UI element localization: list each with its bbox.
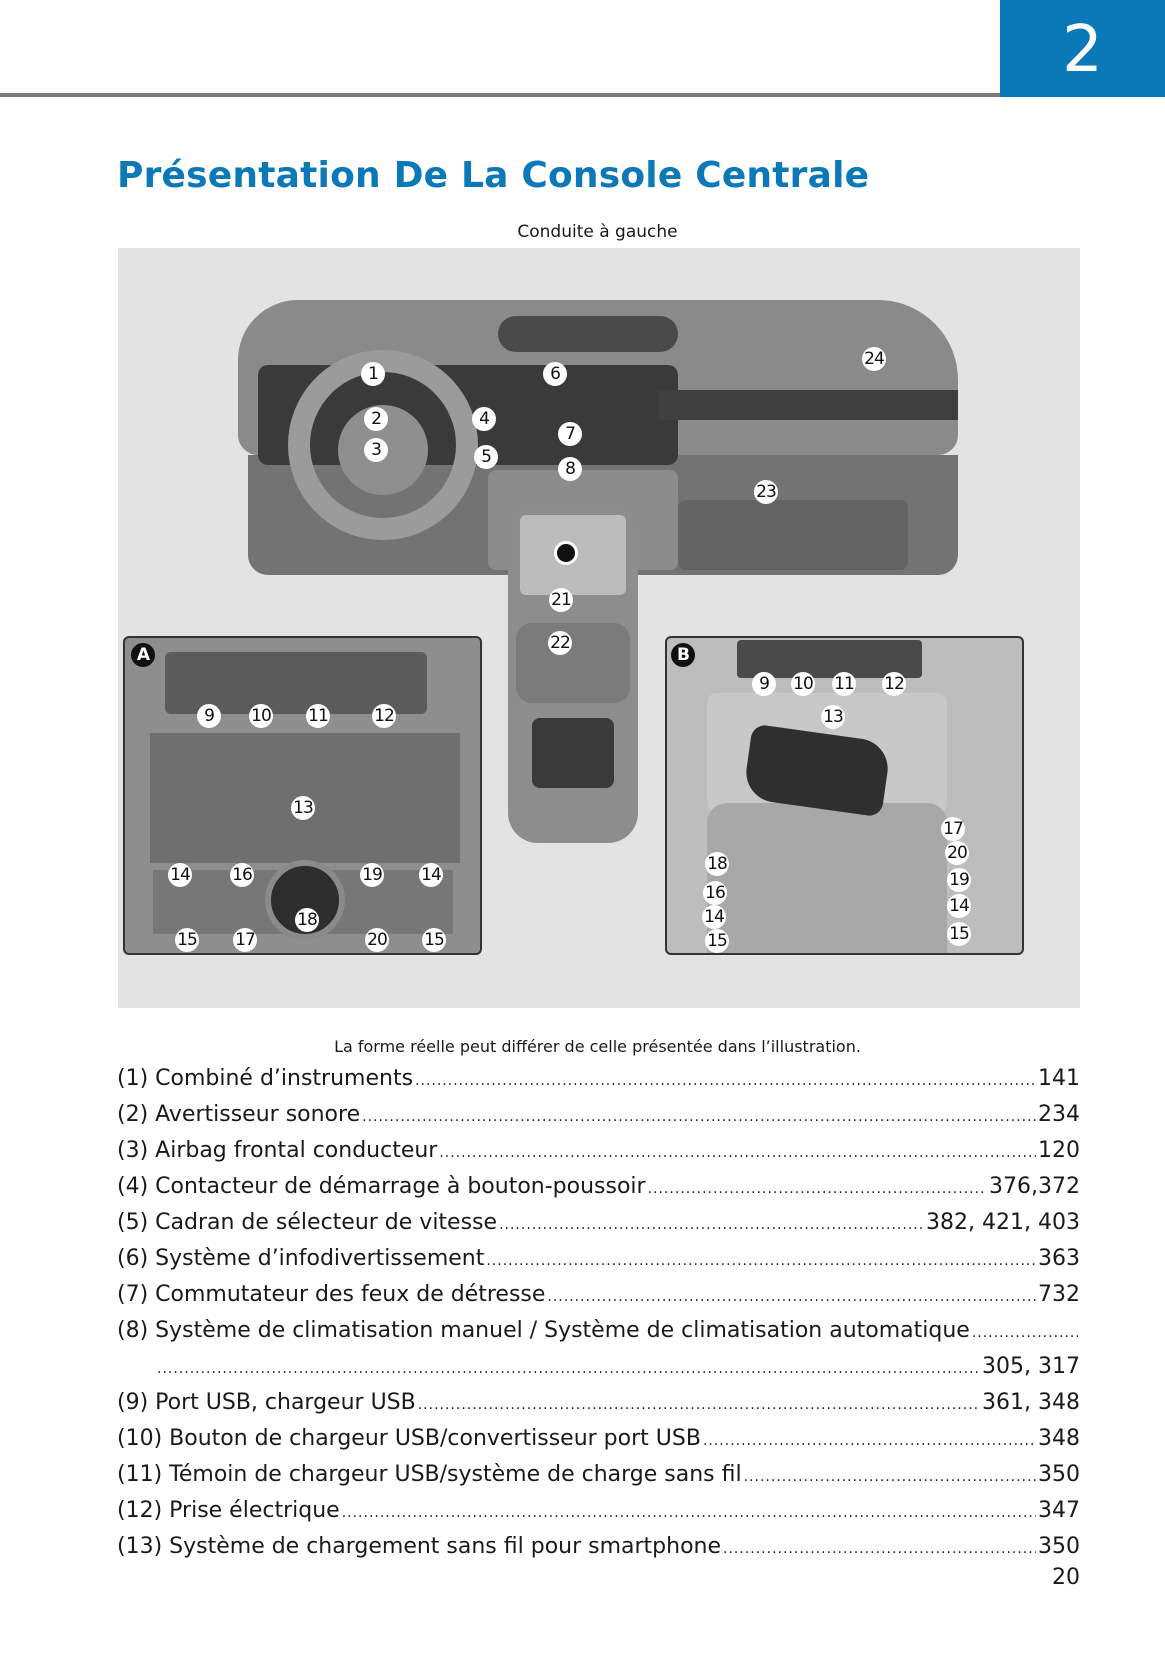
glovebox bbox=[678, 500, 908, 570]
page-number: 20 bbox=[1052, 1565, 1080, 1590]
defrost-slot bbox=[498, 316, 678, 352]
toc-row[interactable]: (7) Commutateur des feux de détresse ..... 732 bbox=[117, 1282, 1080, 1318]
toc-row[interactable]: (10) Bouton de chargeur USB/convertisseur port USB ..... 348 bbox=[117, 1426, 1080, 1462]
chapter-tab: 2 bbox=[1000, 0, 1165, 97]
rear-vent bbox=[532, 718, 614, 788]
console-illustration bbox=[118, 248, 1080, 1008]
callout-b-18: 18 bbox=[705, 852, 729, 876]
inset-a bbox=[123, 636, 482, 955]
toc-row[interactable]: (1) Combiné d’instruments ..... 141 bbox=[117, 1066, 1080, 1102]
callout-a-14: 14 bbox=[168, 863, 192, 887]
callout-3: 3 bbox=[364, 438, 388, 462]
callout-b-14: 14 bbox=[947, 894, 971, 918]
inset-b bbox=[665, 636, 1024, 955]
armrest bbox=[516, 623, 630, 703]
callout-b-17: 17 bbox=[941, 817, 965, 841]
callout-1: 1 bbox=[361, 362, 385, 386]
toc-row[interactable]: (8) Système de climatisation manuel / Système de climatisation automatique ..... bbox=[117, 1318, 1080, 1354]
callout-7: 7 bbox=[558, 422, 582, 446]
toc-row[interactable]: (3) Airbag frontal conducteur ..... 120 bbox=[117, 1138, 1080, 1174]
callout-24: 24 bbox=[862, 347, 886, 371]
toc-row[interactable]: (6) Système d’infodivertissement ..... 363 bbox=[117, 1246, 1080, 1282]
shifter-base bbox=[707, 803, 947, 953]
toc-row[interactable]: (12) Prise électrique ..... 347 bbox=[117, 1498, 1080, 1534]
callout-a-12: 12 bbox=[372, 704, 396, 728]
callout-a-15: 15 bbox=[175, 928, 199, 952]
toc-row[interactable]: (13) Système de chargement sans fil pour smartphone ..... 350 bbox=[117, 1534, 1080, 1570]
page-title: Présentation De La Console Centrale bbox=[117, 155, 870, 196]
callout-a-18: 18 bbox=[295, 908, 319, 932]
callout-a-14b: 14 bbox=[419, 863, 443, 887]
vent-strip bbox=[658, 390, 958, 420]
callout-b-10: 10 bbox=[791, 672, 815, 696]
callout-b-9: 9 bbox=[752, 672, 776, 696]
callout-b-19: 19 bbox=[947, 868, 971, 892]
callout-a-19: 19 bbox=[360, 863, 384, 887]
toc-row[interactable]: (11) Témoin de chargeur USB/système de charge sans fil ..... 350 bbox=[117, 1462, 1080, 1498]
callout-a-9: 9 bbox=[197, 704, 221, 728]
inset-b-label: B bbox=[671, 643, 695, 667]
callout-a-15b: 15 bbox=[422, 928, 446, 952]
callout-22: 22 bbox=[548, 631, 572, 655]
callout-b-15: 15 bbox=[947, 922, 971, 946]
inset-a-label: A bbox=[131, 643, 155, 667]
callout-b-15b: 15 bbox=[705, 929, 729, 953]
toc-row[interactable]: (5) Cadran de sélecteur de vitesse ..... 382, 421, 403 bbox=[117, 1210, 1080, 1246]
callout-b-20: 20 bbox=[945, 841, 969, 865]
callout-a-13: 13 bbox=[291, 796, 315, 820]
callout-2: 2 bbox=[364, 407, 388, 431]
callout-6: 6 bbox=[543, 362, 567, 386]
figure-subtitle: Conduite à gauche bbox=[517, 222, 678, 242]
callout-a-16: 16 bbox=[230, 863, 254, 887]
toc-row-continuation[interactable]: ..... 305, 317 bbox=[117, 1354, 1080, 1390]
toc-row[interactable]: (4) Contacteur de démarrage à bouton-poussoir ..... 376,372 bbox=[117, 1174, 1080, 1210]
callout-b-11: 11 bbox=[832, 672, 856, 696]
callout-b-13: 13 bbox=[821, 705, 845, 729]
callout-a-20: 20 bbox=[365, 928, 389, 952]
toc-row[interactable]: (9) Port USB, chargeur USB ..... 361, 348 bbox=[117, 1390, 1080, 1426]
header-rule bbox=[0, 93, 1000, 97]
component-list bbox=[117, 1066, 1080, 1570]
figure-caption: La forme réelle peut différer de celle présentée dans l’illustration. bbox=[334, 1037, 861, 1056]
callout-b-12: 12 bbox=[882, 672, 906, 696]
callout-4: 4 bbox=[472, 407, 496, 431]
toc-row[interactable]: (2) Avertisseur sonore ..... 234 bbox=[117, 1102, 1080, 1138]
callout-ring bbox=[554, 541, 578, 565]
callout-23: 23 bbox=[754, 480, 778, 504]
callout-5: 5 bbox=[474, 445, 498, 469]
callout-a-17: 17 bbox=[233, 928, 257, 952]
callout-b-16: 16 bbox=[703, 881, 727, 905]
callout-8: 8 bbox=[558, 457, 582, 481]
callout-21: 21 bbox=[549, 588, 573, 612]
callout-a-11: 11 bbox=[306, 704, 330, 728]
callout-b-14b: 14 bbox=[702, 905, 726, 929]
callout-a-10: 10 bbox=[249, 704, 273, 728]
